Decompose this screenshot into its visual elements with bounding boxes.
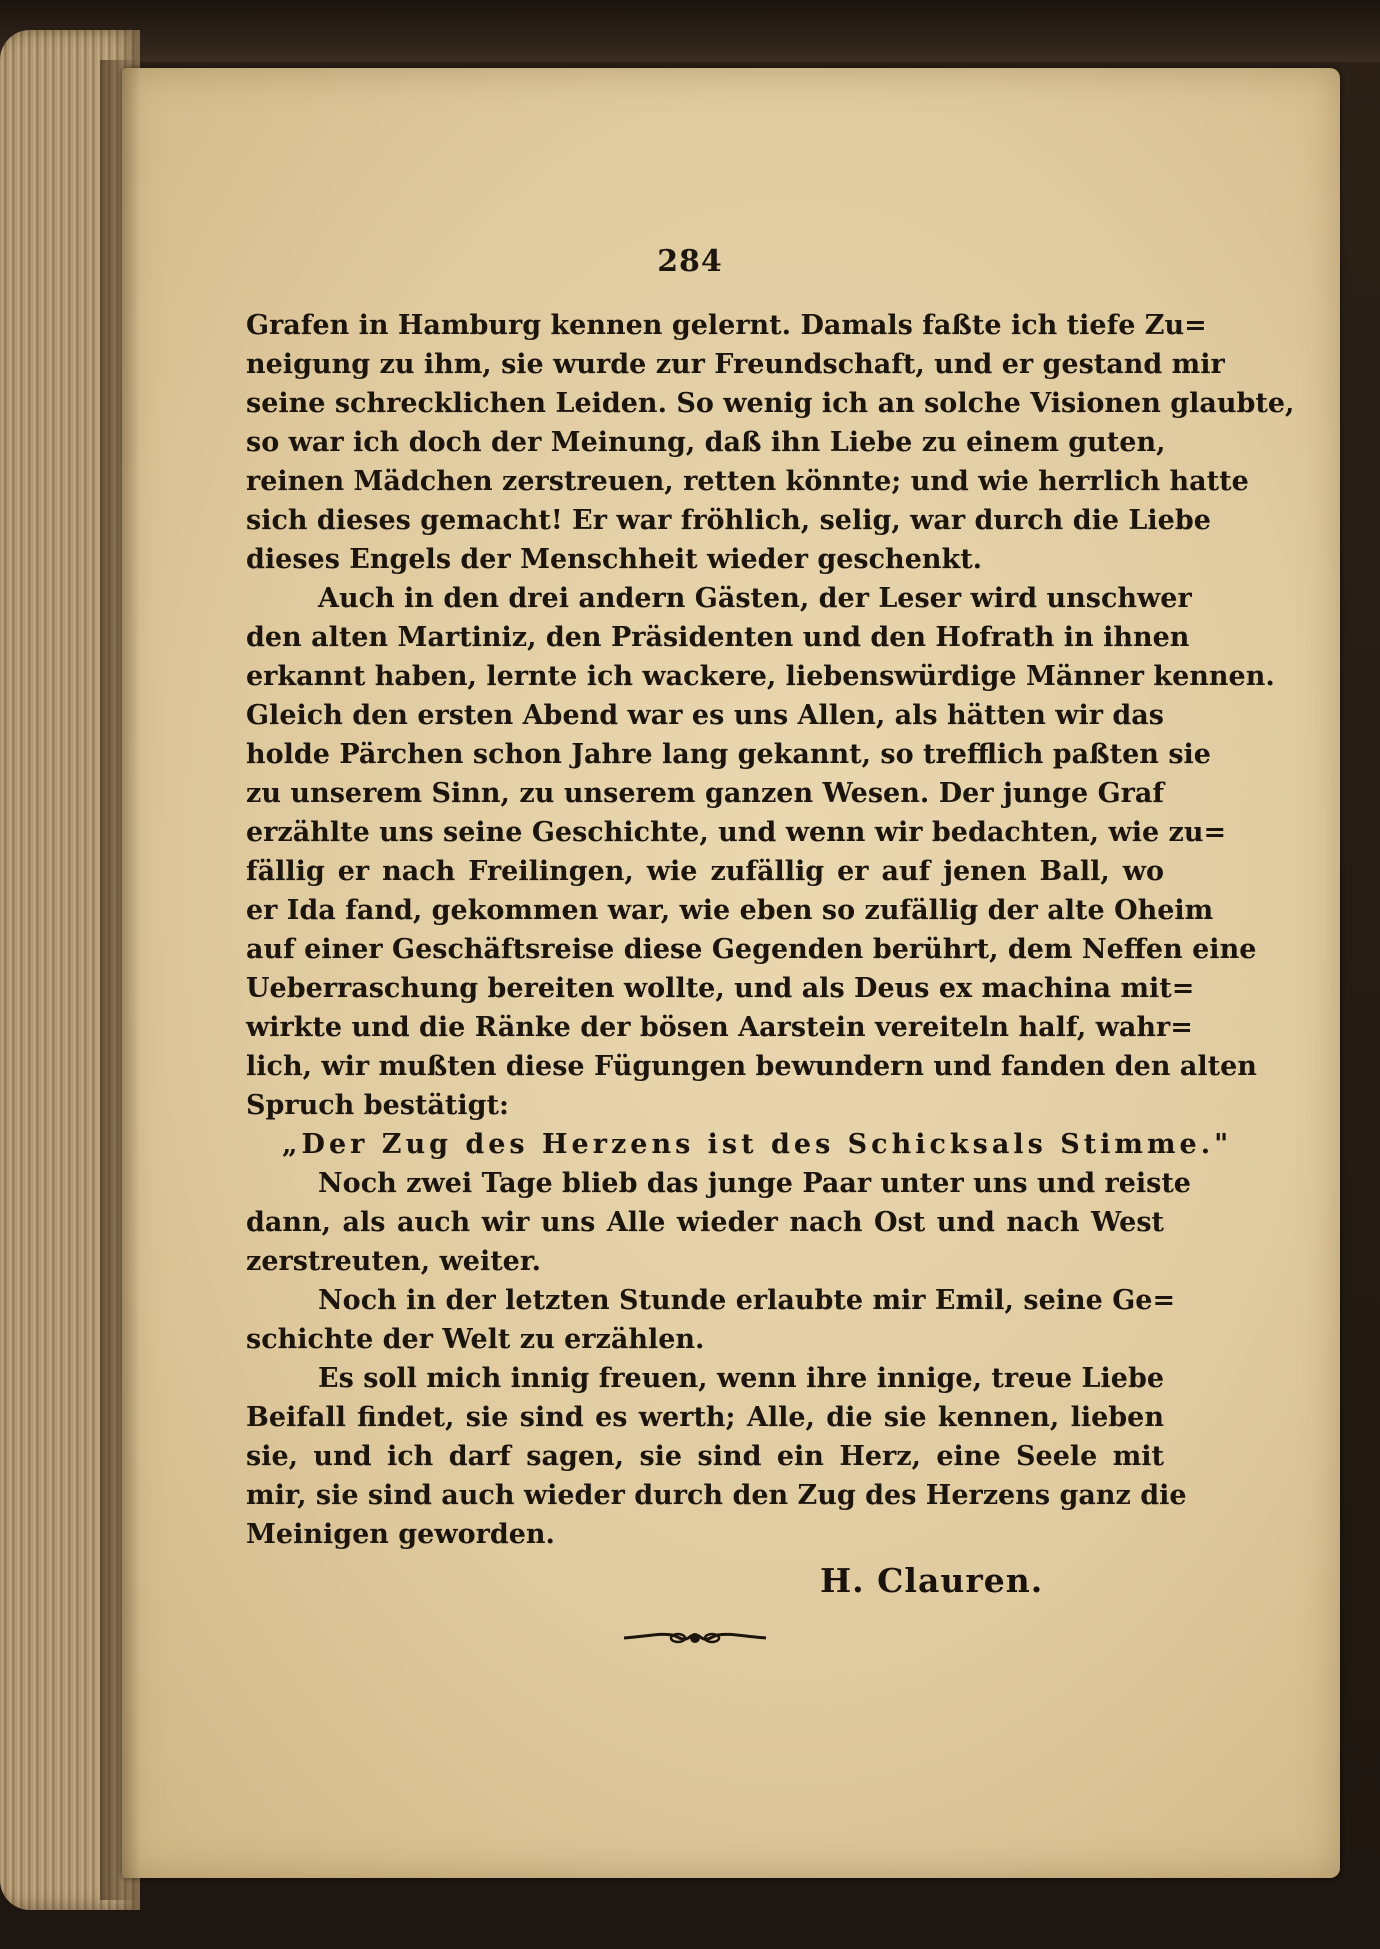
text-line: Auch in den drei andern Gästen, der Leser wird unschwer xyxy=(318,583,1192,614)
text-line: schichte der Welt zu erzählen. xyxy=(246,1324,705,1355)
text-line: „Der Zug des Herzens ist des Schicksals Stimme." xyxy=(282,1129,1233,1160)
text-line: holde Pärchen schon Jahre lang gekannt, so trefflich paßten sie xyxy=(246,739,1211,770)
text-line: lich, wir mußten diese Fügungen bewundern und fanden den alten xyxy=(246,1051,1257,1082)
text-line: Noch zwei Tage blieb das junge Paar unter uns und reiste xyxy=(318,1168,1191,1199)
text-line: Grafen in Hamburg kennen gelernt. Damals faßte ich tiefe Zu= xyxy=(246,310,1207,341)
text-line: Spruch bestätigt: xyxy=(246,1090,509,1121)
text-line: seine schrecklichen Leiden. So wenig ich an solche Visionen glaubte, xyxy=(246,388,1295,419)
text-line: auf einer Geschäftsreise diese Gegenden berührt, dem Neffen eine xyxy=(246,934,1257,965)
text-line: Ueberraschung bereiten wollte, und als Deus ex machina mit= xyxy=(246,973,1195,1004)
gutter-shadow xyxy=(100,60,140,1900)
text-line: Noch in der letzten Stunde erlaubte mir Emil, seine Ge= xyxy=(318,1285,1176,1316)
text-line: sich dieses gemacht! Er war fröhlich, selig, war durch die Liebe xyxy=(246,505,1211,536)
text-line: zu unserem Sinn, zu unserem ganzen Wesen. Der junge Graf xyxy=(246,778,1164,809)
text-line: mir, sie sind auch wieder durch den Zug des Herzens ganz die xyxy=(246,1480,1187,1511)
text-line: Meinigen geworden. xyxy=(246,1519,555,1550)
text-line: Gleich den ersten Abend war es uns Allen, als hätten wir das xyxy=(246,700,1164,731)
end-ornament-icon xyxy=(620,1624,770,1652)
text-line: den alten Martiniz, den Präsidenten und den Hofrath in ihnen xyxy=(246,622,1190,653)
text-line: Beifall findet, sie sind es werth; Alle, die sie kennen, lieben xyxy=(246,1402,1164,1433)
text-line: erkannt haben, lernte ich wackere, liebenswürdige Männer kennen. xyxy=(246,661,1275,692)
book-cover-edge xyxy=(0,0,1380,62)
text-line: zerstreuten, weiter. xyxy=(246,1246,541,1277)
author-signature: H. Clauren. xyxy=(820,1561,1044,1600)
text-line: reinen Mädchen zerstreuen, retten könnte; und wie herrlich hatte xyxy=(246,466,1249,497)
body-text xyxy=(246,306,1295,1554)
text-line: erzählte uns seine Geschichte, und wenn wir bedachten, wie zu= xyxy=(246,817,1227,848)
text-line: fällig er nach Freilingen, wie zufällig er auf jenen Ball, wo xyxy=(246,856,1164,887)
text-line: dann, als auch wir uns Alle wieder nach Ost und nach West xyxy=(246,1207,1164,1238)
text-line: wirkte und die Ränke der bösen Aarstein vereiteln half, wahr= xyxy=(246,1012,1193,1043)
text-line: dieses Engels der Menschheit wieder geschenkt. xyxy=(246,544,983,575)
text-line: sie, und ich darf sagen, sie sind ein Herz, eine Seele mit xyxy=(246,1441,1164,1472)
text-line: Es soll mich innig freuen, wenn ihre innige, treue Liebe xyxy=(318,1363,1164,1394)
text-line: neigung zu ihm, sie wurde zur Freundschaft, und er gestand mir xyxy=(246,349,1225,380)
page-number: 284 xyxy=(657,244,723,279)
text-line: so war ich doch der Meinung, daß ihn Liebe zu einem guten, xyxy=(246,427,1166,458)
text-line: er Ida fand, gekommen war, wie eben so zufällig der alte Oheim xyxy=(246,895,1214,926)
